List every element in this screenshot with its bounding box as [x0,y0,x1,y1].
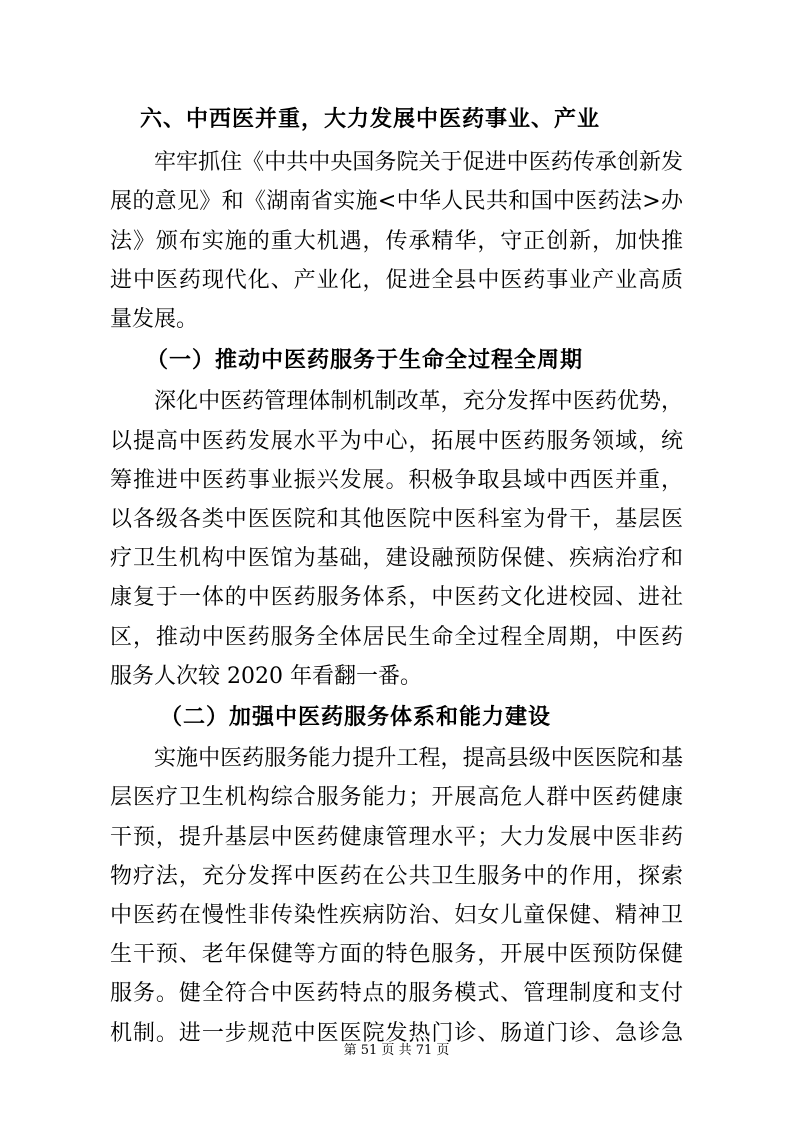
paragraph-line: 服务人次较 2020 年看翻一番。 [110,663,422,689]
page-footer: 第 51 页 共 71 页 [343,1043,450,1058]
paragraph-line: 生干预、老年保健等方面的特色服务，开展中医预防保健 [110,942,683,968]
paragraph-line: 筹推进中医药事业振兴发展。积极争取县域中西医并重， [110,467,683,493]
paragraph-line: 深化中医药管理体制机制改革，充分发挥中医药优势， [154,389,683,415]
subsection-heading-1: （一）推动中医药服务于生命全过程全周期 [146,348,584,374]
paragraph-line: 展的意见》和《湖南省实施<中华人民共和国中医药法>办 [110,189,683,215]
paragraph-line: 物疗法，充分发挥中医药在公共卫生服务中的作用，探索 [110,863,683,889]
paragraph-line: 康复于一体的中医药服务体系，中医药文化进校园、进社 [110,585,683,611]
paragraph-line: 层医疗卫生机构综合服务能力；开展高危人群中医药健康 [110,785,683,811]
paragraph-line: 中医药在慢性非传染性疾病防治、妇女儿童保健、精神卫 [110,903,683,928]
paragraph-line: 机制。进一步规范中医医院发热门诊、肠道门诊、急诊急 [110,1020,683,1046]
paragraph-line: 实施中医药服务能力提升工程，提高县级中医医院和基 [154,746,683,772]
paragraph-line: 区，推动中医药服务全体居民生命全过程全周期，中医药 [110,624,683,650]
paragraph-line: 进中医药现代化、产业化，促进全县中医药事业产业高质 [110,267,683,293]
subsection-heading-2: （二）加强中医药服务体系和能力建设 [160,705,552,730]
paragraph-line: 以各级各类中医医院和其他医院中医科室为骨干，基层医 [110,507,683,532]
paragraph-line: 牢牢抓住《中共中央国务院关于促进中医药传承创新发 [154,150,683,176]
paragraph-line: 疗卫生机构中医馆为基础，建设融预防保健、疾病治疗和 [110,546,683,572]
paragraph-line: 量发展。 [110,307,199,332]
paragraph-line: 法》颁布实施的重大机遇，传承精华，守正创新，加快推 [110,228,683,254]
paragraph-line: 干预，提升基层中医药健康管理水平；大力发展中医非药 [110,824,683,850]
paragraph-line: 以提高中医药发展水平为中心，拓展中医药服务领域，统 [110,428,683,454]
paragraph-line: 服务。健全符合中医药特点的服务模式、管理制度和支付 [110,981,683,1007]
section-heading: 六、中西医并重，大力发展中医药事业、产业 [140,107,601,132]
